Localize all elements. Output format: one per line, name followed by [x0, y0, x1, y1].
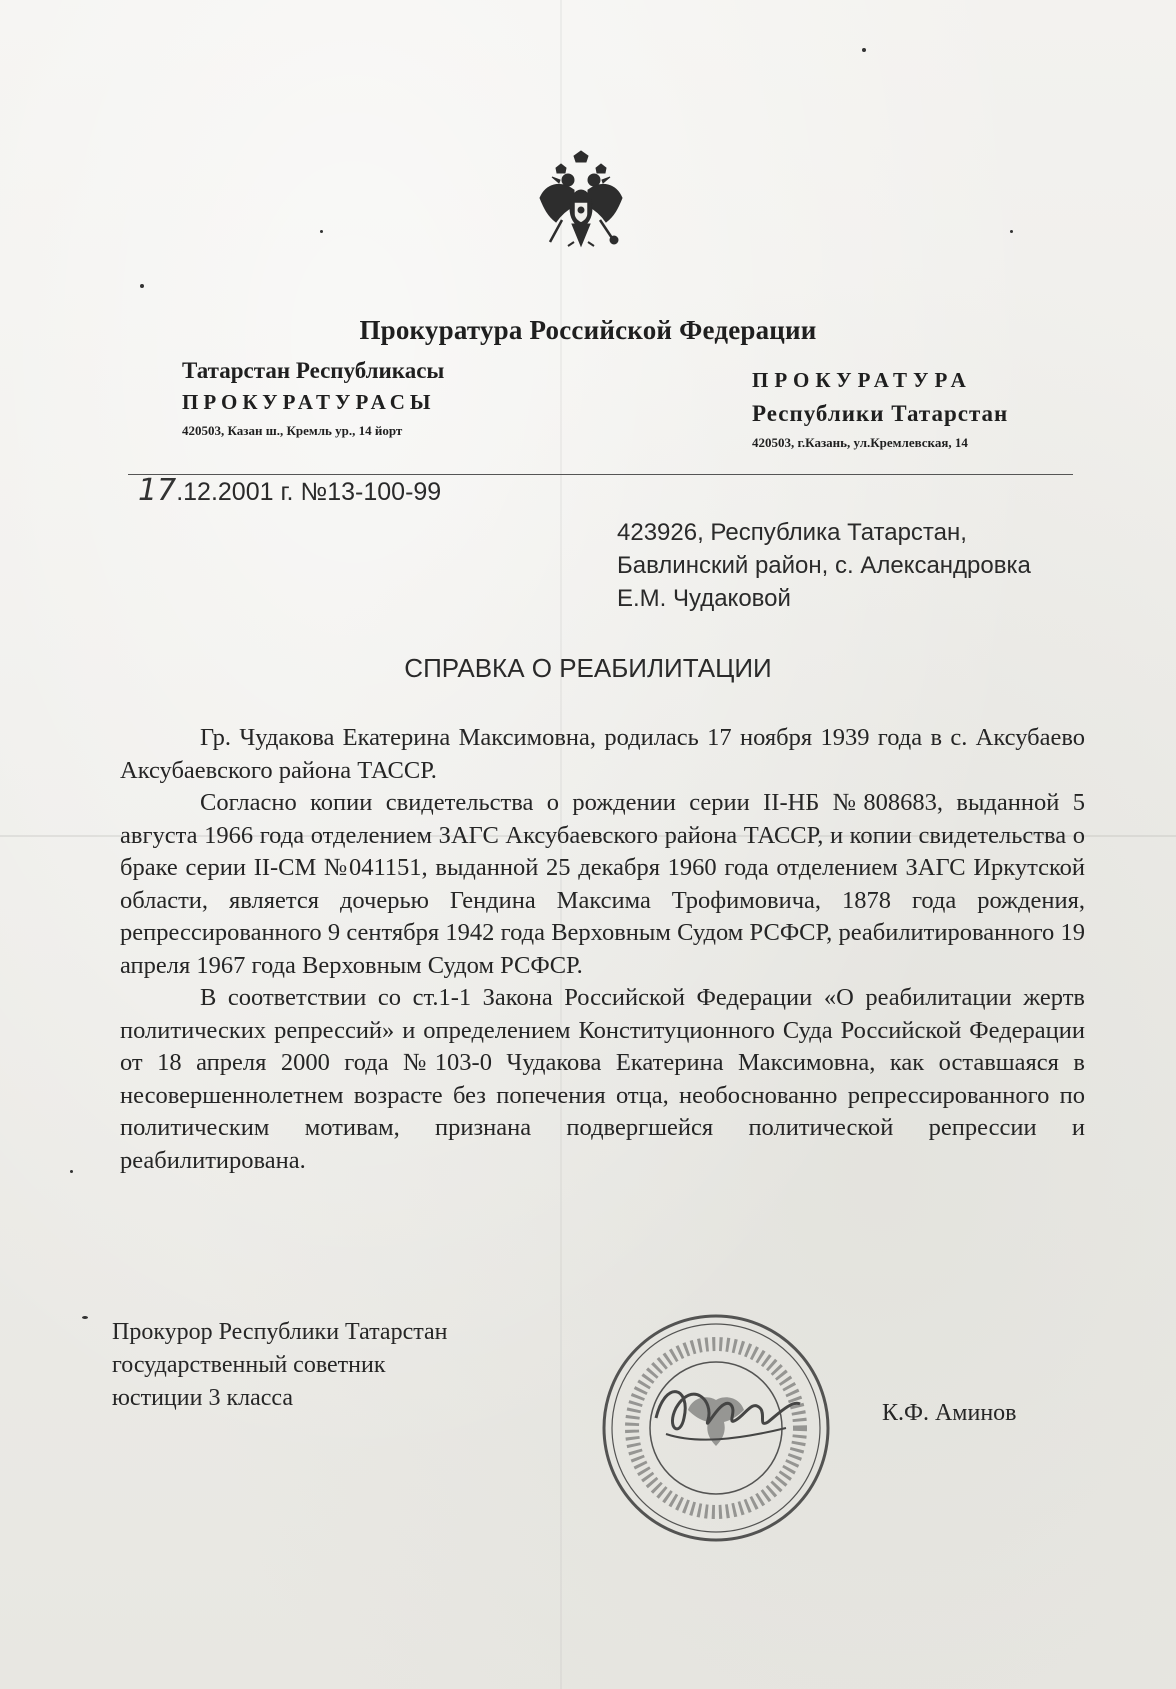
header-right-line2: Республики Татарстан — [752, 401, 1009, 426]
scan-speck — [70, 1170, 73, 1173]
scan-speck — [862, 48, 866, 52]
body-paragraph-3: В соответствии со ст.1-1 Закона Российской Федерации «О реабилитации жертв политических репрессий» и определением Конституционного Суда Российской Федерации от 18 апреля 2000 года №103-0 Чудакова Екатерина Максимовна, как оставшаяся в несовершеннолетнем возрасте без попечения отца, необоснованно репрессированного по политическим мотивам, признана подвергшейся политической репрессии и реабилитирована. — [120, 984, 1085, 1174]
header-left-line1: Татарстан Республикасы — [182, 358, 445, 383]
handwritten-day: 17 — [138, 473, 177, 508]
body-paragraph-2: Согласно копии свидетельства о рождении серии II-НБ №808683, выданной 5 августа 1966 года отделением ЗАГС Аксубаевского района ТАССР, и копии свидетельства о браке серии II-СМ №041151, выданной 25 декабря 1960 года отделением ЗАГС Иркутской области, является дочерью Гендина Максима Трофимовича, 1878 года рождения, репрессированного 9 сентября 1942 года Верховным Судом РСФСР, реабилитированного 19 апреля 1967 года Верховным Судом РСФСР. — [120, 789, 1085, 979]
signer-position-line2: государственный советник — [112, 1352, 386, 1378]
header-left-address: 420503, Казан ш., Кремль ур., 14 йорт — [182, 423, 403, 438]
header-right-line1: ПРОКУРАТУРА — [752, 368, 972, 392]
organization-title: Прокуратура Российской Федерации — [359, 315, 817, 345]
scan-speck — [1010, 230, 1013, 233]
signer-position — [112, 1316, 448, 1415]
header-right-address: 420503, г.Казань, ул.Кремлевская, 14 — [752, 435, 968, 450]
scan-speck — [82, 1316, 88, 1319]
addressee-line1: 423926, Республика Татарстан, — [617, 519, 967, 546]
document-body — [120, 722, 1085, 1177]
scan-speck — [320, 230, 323, 233]
addressee-block — [617, 516, 1031, 615]
official-seal-icon — [596, 1308, 836, 1548]
signer-position-line3: юстиции 3 класса — [112, 1385, 293, 1411]
document-title: СПРАВКА О РЕАБИЛИТАЦИИ — [404, 653, 772, 683]
date-reference-text: .12.2001 г. №13-100-99 — [176, 478, 442, 506]
header-left-block — [182, 358, 444, 439]
scan-speck — [140, 284, 144, 288]
addressee-line3: Е.М. Чудаковой — [617, 585, 791, 612]
addressee-line2: Бавлинский район, с. Александровка — [617, 552, 1031, 579]
header-left-line2: ПРОКУРАТУРАСЫ — [182, 390, 436, 414]
signer-position-line1: Прокурор Республики Татарстан — [112, 1319, 448, 1345]
double-headed-eagle-icon — [538, 150, 624, 260]
signer-name: К.Ф. Аминов — [882, 1400, 1017, 1426]
body-paragraph-1: Гр. Чудакова Екатерина Максимовна, родилась 17 ноября 1939 года в с. Аксубаево Аксубаевского района ТАССР. — [120, 724, 1085, 784]
header-right-block — [752, 368, 1008, 451]
date-reference — [138, 473, 441, 508]
